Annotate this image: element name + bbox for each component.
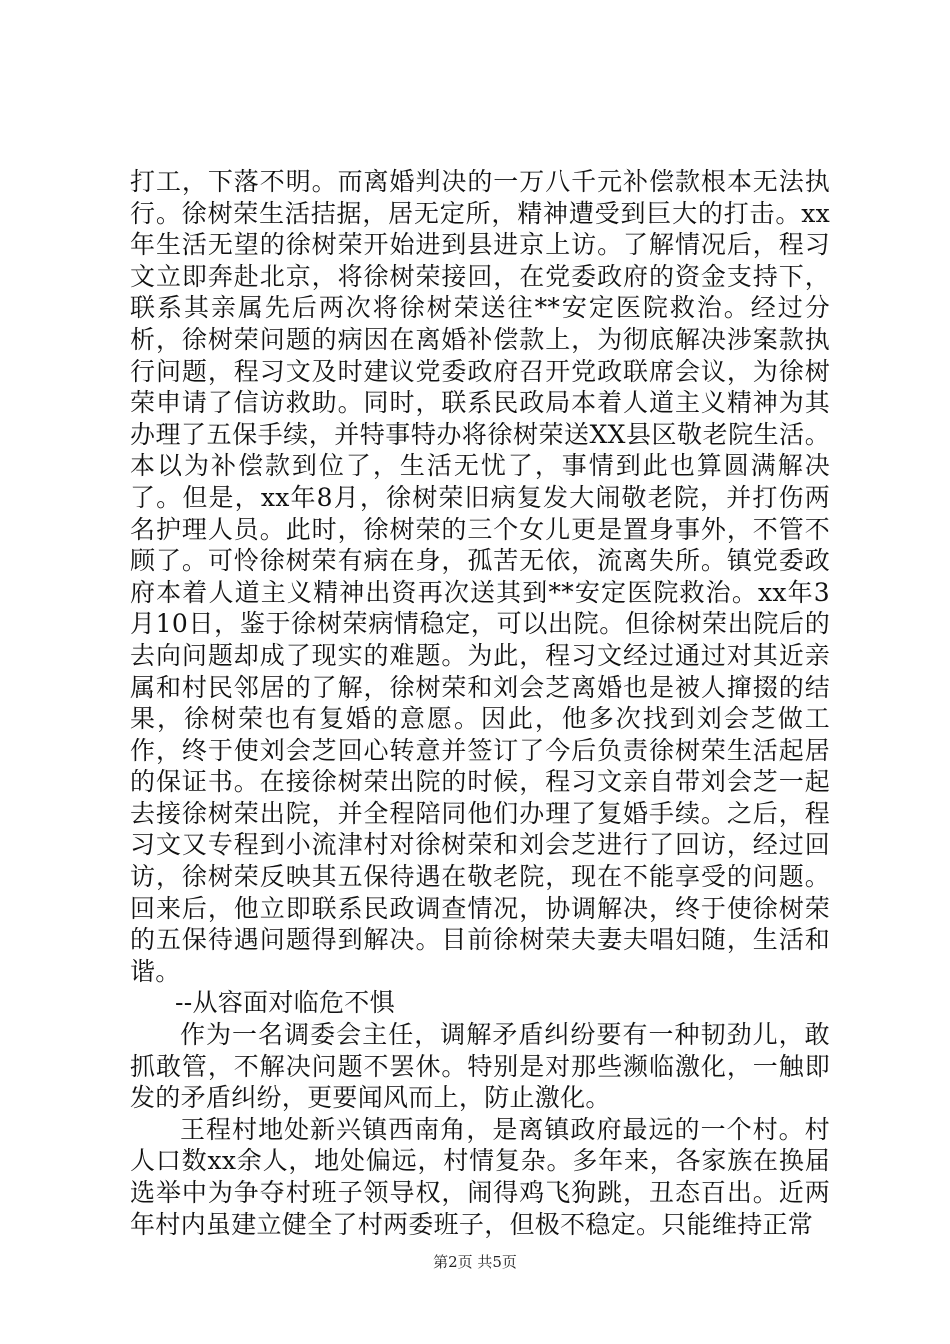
body-paragraph: 作为一名调委会主任，调解矛盾纠纷要有一种韧劲儿，敢抓敢管，不解决问题不罢休。特别是对那些濒临激化，一触即发的矛盾纠纷，更要闻风而上，防止激化。	[130, 1020, 830, 1113]
page-footer: 第2页 共5页	[433, 1253, 517, 1271]
body-paragraph: 王程村地处新兴镇西南角，是离镇政府最远的一个村。村人口数xx余人，地处偏远，村情复杂。多年来，各家族在换届选举中为争夺村班子领导权，闹得鸡飞狗跳，丑态百出。近两年村内虽建立健全了村两委班子，但极不稳定。只能维持正常	[130, 1114, 830, 1239]
body-paragraph-continuation: 打工，下落不明。而离婚判决的一万八千元补偿款根本无法执行。徐树荣生活拮据，居无定所，精神遭受到巨大的打击。xx年生活无望的徐树荣开始进到县进京上访。了解情况后，程习文立即奔赴北京，将徐树荣接回，在党委政府的资金支持下，联系其亲属先后两次将徐树荣送往**安定医院救治。经过分析，徐树荣问题的病因在离婚补偿款上，为彻底解决涉案款执行问题，程习文及时建议党委政府召开党政联席会议，为徐树荣申请了信访救助。同时，联系民政局本着人道主义精神为其办理了五保手续，并特事特办将徐树荣送XX县区敬老院生活。本以为补偿款到位了，生活无忧了，事情到此也算圆满解决了。但是，xx年8月，徐树荣旧病复发大闹敬老院，并打伤两名护理人员。此时，徐树荣的三个女儿更是置身事外，不管不顾了。可怜徐树荣有病在身，孤苦无依，流离失所。镇党委政府本着人道主义精神出资再次送其到**安定医院救治。xx年3月10日，鉴于徐树荣病情稳定，可以出院。但徐树荣出院后的去向问题却成了现实的难题。为此，程习文经过通过对其近亲属和村民邻居的了解，徐树荣和刘会芝离婚也是被人撺掇的结果，徐树荣也有复婚的意愿。因此，他多次找到刘会芝做工作，终于使刘会芝回心转意并签订了今后负责徐树荣生活起居的保证书。在接徐树荣出院的时候，程习文亲自带刘会芝一起去接徐树荣出院，并全程陪同他们办理了复婚手续。之后，程习文又专程到小流津村对徐树荣和刘会芝进行了回访，经过回访，徐树荣反映其五保待遇在敬老院，现在不能享受的问题。回来后，他立即联系民政调查情况，协调解决，终于使徐树荣的五保待遇问题得到解决。目前徐树荣夫妻夫唱妇随，生活和谐。	[130, 167, 830, 986]
section-heading: --从容面对临危不惧	[175, 988, 395, 1018]
document-body	[130, 166, 830, 1240]
